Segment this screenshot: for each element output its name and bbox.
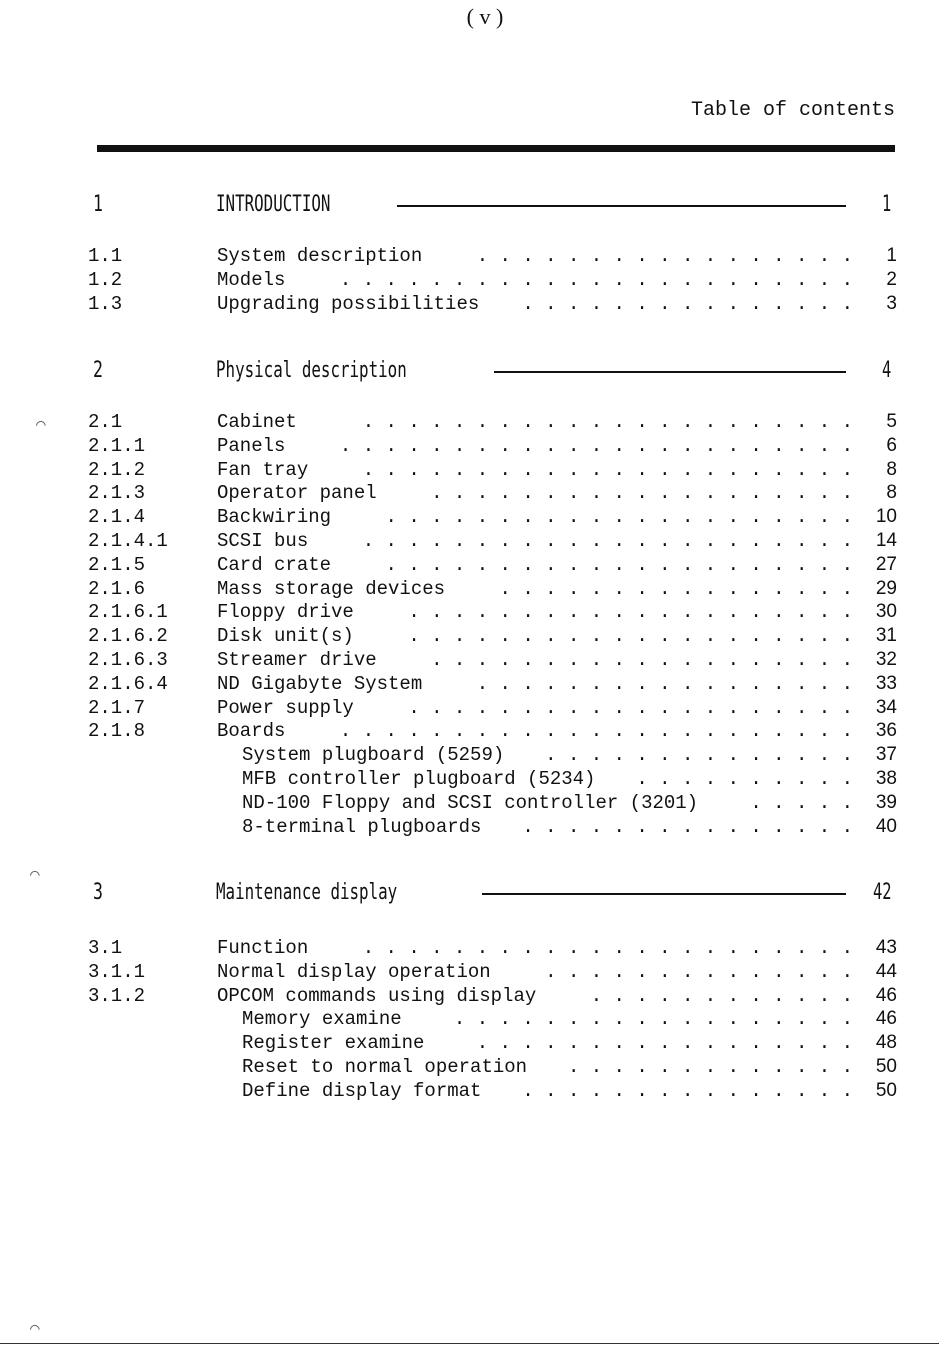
- toc-entry[interactable]: [0, 505, 939, 529]
- toc-entry[interactable]: [0, 1007, 939, 1031]
- section-page: 40: [875, 816, 897, 837]
- section-title: Operator panel: [217, 482, 377, 504]
- section-number: 2.1.3: [88, 482, 146, 504]
- section-number: 2.1.6.3: [88, 649, 168, 671]
- section-number: 2.1.1: [88, 435, 146, 457]
- dot-leader: . . . . . . . . . . . . . . . . . . . . . . .: [339, 435, 853, 457]
- toc-entry[interactable]: [0, 815, 939, 839]
- toc-entry[interactable]: [0, 624, 939, 648]
- dot-leader: . . . . . . . . . . . . . .: [545, 744, 853, 766]
- chapter-title: Maintenance display: [216, 880, 398, 905]
- dot-leader: . . . . . . . . . . . . . . . . . . . . . . .: [339, 720, 853, 742]
- dot-leader: . . . . . . . . . . . . . . . .: [499, 578, 853, 600]
- section-page: 46: [875, 985, 897, 1006]
- section-page: 1: [886, 245, 897, 266]
- chapter-number: 2: [93, 358, 103, 383]
- section-title: Cabinet: [217, 411, 297, 433]
- dot-leader: . . . . . . . . . . . . . . . . . . . .: [408, 625, 853, 647]
- chapter-page: 4: [881, 358, 891, 383]
- section-page: 37: [875, 744, 897, 765]
- margin-mark: ⌒: [30, 1320, 40, 1338]
- section-number: 2.1: [88, 411, 123, 433]
- section-page: 43: [875, 937, 897, 958]
- dot-leader: . . . . . . . . . . . . . . . . . . . .: [408, 601, 853, 623]
- section-title: Card crate: [217, 554, 332, 576]
- section-title: 8-terminal plugboards: [242, 816, 482, 838]
- toc-entry[interactable]: [0, 268, 939, 292]
- section-page: 10: [875, 506, 897, 527]
- section-page: 44: [875, 961, 897, 982]
- section-number: 1.1: [88, 245, 123, 267]
- section-page: 6: [886, 435, 897, 456]
- section-title: MFB controller plugboard (5234): [242, 768, 596, 790]
- toc-entry[interactable]: [0, 458, 939, 482]
- dot-leader: . . . . . . . . . . . . . . . . .: [476, 245, 853, 267]
- toc-entry[interactable]: [0, 743, 939, 767]
- section-title: Power supply: [217, 697, 354, 719]
- toc-entry[interactable]: [0, 481, 939, 505]
- section-title: OPCOM commands using display: [217, 985, 537, 1007]
- toc-entry[interactable]: [0, 434, 939, 458]
- section-number: 2.1.7: [88, 697, 146, 719]
- section-number: 2.1.6.2: [88, 625, 168, 647]
- section-page: 31: [875, 625, 897, 646]
- section-number: 2.1.4: [88, 506, 146, 528]
- section-page: 48: [875, 1032, 897, 1053]
- dot-leader: . . . . . . . . . . . . . . . . . . . .: [408, 697, 853, 719]
- dot-leader: . . . . . . . . . . . . . . . . . . .: [431, 482, 853, 504]
- toc-entry[interactable]: [0, 936, 939, 960]
- toc-entry[interactable]: [0, 529, 939, 553]
- dot-leader: . . . . . . . . . . . . . . .: [522, 816, 853, 838]
- chapter-page: 42: [872, 880, 891, 905]
- section-page: 34: [875, 697, 897, 718]
- chapter-title: Physical description: [216, 358, 407, 383]
- toc-entry[interactable]: [0, 553, 939, 577]
- page-number: ( v ): [466, 4, 504, 29]
- toc-entry[interactable]: [0, 672, 939, 696]
- chapter-page: 1: [881, 192, 891, 217]
- section-page: 39: [875, 792, 897, 813]
- section-number: 2.1.6: [88, 578, 146, 600]
- section-title: Normal display operation: [217, 961, 491, 983]
- dot-leader: . . . . . . . . . .: [636, 768, 853, 790]
- section-number: 2.1.6.4: [88, 673, 168, 695]
- section-title: SCSI bus: [217, 530, 309, 552]
- section-title: Reset to normal operation: [242, 1056, 528, 1078]
- section-title: Panels: [217, 435, 286, 457]
- section-title: System plugboard (5259): [242, 744, 505, 766]
- section-page: 8: [886, 459, 897, 480]
- dot-leader: . . . . . . . . . . . . . . . . . . . . . .: [362, 937, 853, 959]
- section-page: 5: [886, 411, 897, 432]
- section-page: 33: [875, 673, 897, 694]
- chapter-leader-line: [482, 893, 846, 895]
- bottom-rule: [0, 1343, 939, 1344]
- chapter-leader-line: [494, 371, 846, 373]
- section-page: 50: [875, 1056, 897, 1077]
- section-number: 3.1.2: [88, 985, 146, 1007]
- toc-entry[interactable]: [0, 1055, 939, 1079]
- dot-leader: . . . . . . . . . . . . . . . . . .: [453, 1008, 853, 1030]
- section-title: Fan tray: [217, 459, 309, 481]
- toc-entry[interactable]: [0, 696, 939, 720]
- section-title: Define display format: [242, 1080, 482, 1102]
- chapter-heading: [0, 358, 939, 388]
- dot-leader: . . . . . . . . . . . . . . .: [522, 293, 853, 315]
- section-page: 27: [875, 554, 897, 575]
- section-title: Memory examine: [242, 1008, 402, 1030]
- dot-leader: . . . . . . . . . . . . . . . . . . .: [431, 649, 853, 671]
- section-title: Register examine: [242, 1032, 425, 1054]
- section-title: System description: [217, 245, 423, 267]
- section-page: 36: [875, 720, 897, 741]
- dot-leader: . . . . . . . . . . . . .: [567, 1056, 853, 1078]
- toc-entry[interactable]: [0, 767, 939, 791]
- section-number: 2.1.5: [88, 554, 146, 576]
- header-rule: [97, 145, 895, 152]
- section-page: 30: [875, 601, 897, 622]
- section-number: 1.2: [88, 269, 123, 291]
- section-title: Disk unit(s): [217, 625, 354, 647]
- dot-leader: . . . . . . . . . . . . . . . . . . . . .: [385, 506, 853, 528]
- dot-leader: . . . . . . . . . . . . . . . . . . . . . . .: [339, 269, 853, 291]
- dot-leader: . . . . . . . . . . . . . .: [545, 961, 853, 983]
- chapter-number: 1: [93, 192, 103, 217]
- toc-entry[interactable]: [0, 1031, 939, 1055]
- dot-leader: . . . . . . . . . . . . . . . . .: [476, 1032, 853, 1054]
- section-page: 2: [886, 269, 897, 290]
- section-page: 46: [875, 1008, 897, 1029]
- section-title: Backwiring: [217, 506, 332, 528]
- section-number: 2.1.4.1: [88, 530, 168, 552]
- toc-entry[interactable]: [0, 719, 939, 743]
- section-page: 3: [886, 293, 897, 314]
- chapter-title: INTRODUCTION: [216, 192, 331, 217]
- section-title: Floppy drive: [217, 601, 354, 623]
- chapter-heading: [0, 880, 939, 910]
- dot-leader: . . . . . . . . . . . .: [590, 985, 853, 1007]
- section-title: Boards: [217, 720, 286, 742]
- section-number: 3.1: [88, 937, 123, 959]
- section-page: 38: [875, 768, 897, 789]
- dot-leader: . . . . . . . . . . . . . . . . . . . . . .: [362, 530, 853, 552]
- section-page: 32: [875, 649, 897, 670]
- section-title: Models: [217, 269, 286, 291]
- dot-leader: . . . . .: [750, 792, 853, 814]
- toc-entry[interactable]: [0, 984, 939, 1008]
- toc-entry[interactable]: [0, 960, 939, 984]
- section-number: 1.3: [88, 293, 123, 315]
- section-title: Function: [217, 937, 309, 959]
- margin-mark: ⌒: [36, 416, 46, 434]
- chapter-heading: [0, 192, 939, 222]
- section-title: Upgrading possibilities: [217, 293, 480, 315]
- section-page: 50: [875, 1080, 897, 1101]
- toc-entry[interactable]: [0, 791, 939, 815]
- toc-entry[interactable]: [0, 244, 939, 268]
- section-number: 2.1.2: [88, 459, 146, 481]
- toc-entry[interactable]: [0, 1079, 939, 1103]
- section-number: 2.1.6.1: [88, 601, 168, 623]
- section-title: ND-100 Floppy and SCSI controller (3201): [242, 792, 699, 814]
- toc-entry[interactable]: [0, 292, 939, 316]
- section-number: 3.1.1: [88, 961, 146, 983]
- section-title: ND Gigabyte System: [217, 673, 423, 695]
- toc-entry[interactable]: [0, 648, 939, 672]
- chapter-number: 3: [93, 880, 103, 905]
- toc-entry[interactable]: [0, 410, 939, 434]
- toc-entry[interactable]: [0, 600, 939, 624]
- running-title: Table of contents: [690, 99, 895, 122]
- section-title: Mass storage devices: [217, 578, 446, 600]
- chapter-leader-line: [397, 205, 846, 207]
- toc-entry[interactable]: [0, 577, 939, 601]
- dot-leader: . . . . . . . . . . . . . . .: [522, 1080, 853, 1102]
- section-page: 14: [875, 530, 897, 551]
- dot-leader: . . . . . . . . . . . . . . . . .: [476, 673, 853, 695]
- margin-mark: ⌒: [30, 866, 40, 884]
- section-number: 2.1.8: [88, 720, 146, 742]
- dot-leader: . . . . . . . . . . . . . . . . . . . . .: [385, 554, 853, 576]
- section-page: 29: [875, 578, 897, 599]
- dot-leader: . . . . . . . . . . . . . . . . . . . . . .: [362, 459, 853, 481]
- dot-leader: . . . . . . . . . . . . . . . . . . . . . .: [362, 411, 853, 433]
- section-page: 8: [886, 482, 897, 503]
- section-title: Streamer drive: [217, 649, 377, 671]
